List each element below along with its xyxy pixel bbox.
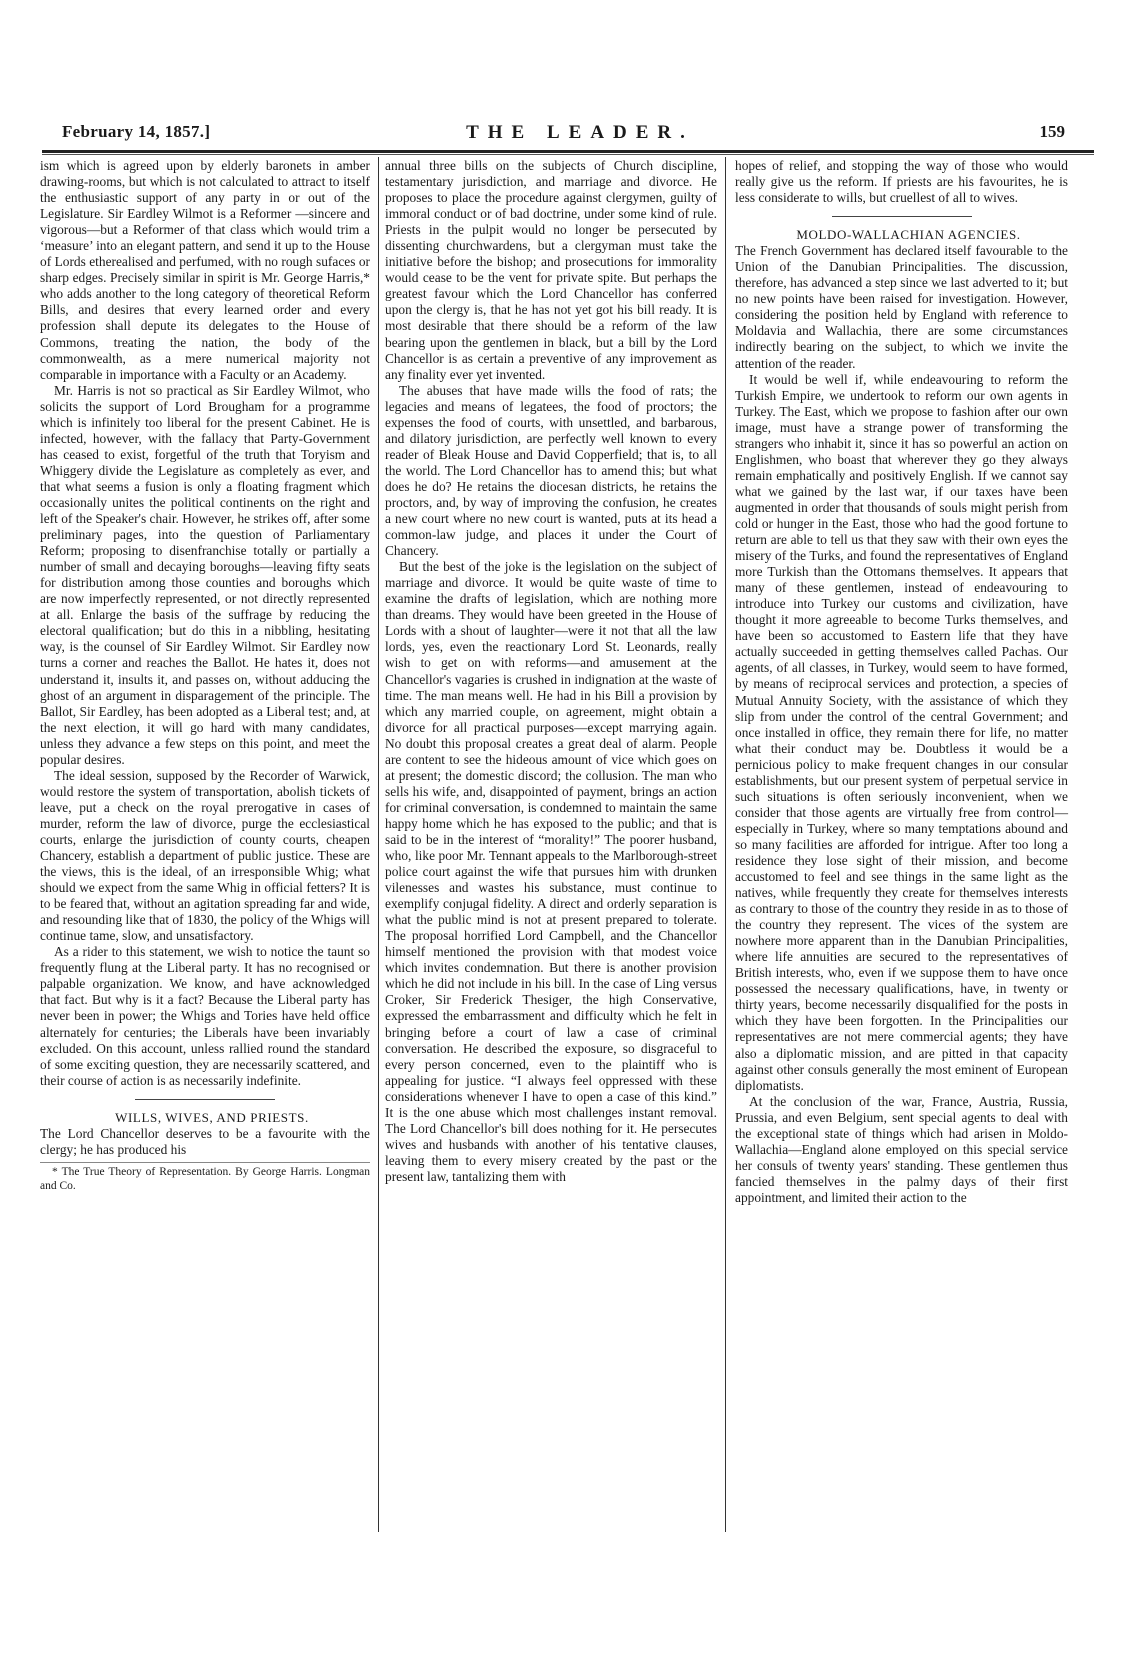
page-number: 159 bbox=[1039, 122, 1065, 141]
article-paragraph: annual three bills on the subjects of Church discipline, testamentary jurisdiction, and marriage and divorce. He proposes to place the procedure against clergymen, guilty of immoral conduct or of bad doctrine, under some kind of rule. Priests in the pulpit would no longer be persecuted by dissenting churchwardens, but a clergyman must take the initiative before the bishop; and prosecutions for immorality would cease to be the vent for private spite. But perhaps the greatest favour which the Lord Chancellor has conferred upon the clergy is, that he has not yet got his bill ready. It is most desirable that there should be a reform of the law bearing upon the gentlemen in black, but a bill by the Lord Chancellor is as certain a preventive of any improvement as any finality ever yet invented. bbox=[385, 158, 717, 382]
page-header bbox=[40, 122, 1110, 146]
article-paragraph: The ideal session, supposed by the Recorder of Warwick, would restore the system of transportation, abolish tickets of leave, put a check on the royal prerogative in cases of murder, reform the law of divorce, purge the ecclesiastical courts, enlarge the jurisdiction of county courts, cheapen Chancery, establish a department of public justice. These are the views, this is the ideal, of an irresponsible Whig; what should we expect from the same Whig in official fetters? It is to be feared that, without an agitation spreading far and wide, and resounding like that of 1830, the policy of the Whigs will continue tame, slow, and unsatisfactory. bbox=[40, 767, 370, 944]
header-rule bbox=[42, 150, 1094, 153]
article-paragraph: At the conclusion of the war, France, Austria, Russia, Prussia, and even Belgium, sent special agents to deal with the exceptional state of things which had arisen in Moldo-Wallachia—England alone employed on this special service her consuls of twenty years' standing. These gentlemen thus fancied themselves in the palmy days of their first appointment, and limited their action to the bbox=[735, 1093, 1068, 1205]
section-separator bbox=[832, 216, 972, 217]
publication-title: THE LEADER. bbox=[466, 122, 694, 143]
article-paragraph: As a rider to this statement, we wish to notice the taunt so frequently flung at the Liberal party. It has no recognised or palpable organization. We know, and have acknowledged that fact. But why is it a fact? Because the Liberal party has never been in power; the Whigs and Tories have held office alternately for centuries; the Liberals have been invariably excluded. On this account, unless rallied round the standard of some exciting question, they are necessarily scattered, and their course of action is as necessarily indefinite. bbox=[40, 944, 370, 1088]
article-paragraph: Mr. Harris is not so practical as Sir Eardley Wilmot, who solicits the support of Lord Brougham for a programme which is infinitely too liberal for the present Cabinet. He is infected, however, with the fallacy that Party-Government has ceased to exist, forgetful of the truth that Toryism and Whiggery divide the Legislature as completely as ever, and that what seems a fusion is only a floating fragment which occasionally unites the political continents on the right and left of the Speaker's chair. However, he strikes off, after some preliminary pages, into the question of Parliamentary Reform; proposing to disenfranchise totally or partially a number of small and decaying boroughs—leaving fifty seats for distribution among those counties and boroughs which are now imperfectly represented, or not directly represented at all. Enlarge the basis of the suffrage by reducing the electoral qualification; but do this in a nibbling, hesitating way, is the counsel of Sir Eardley Wilmot. Sir Eardley now turns a corner and reaches the Ballot. He hates it, does not understand it, insults it, and passes on, without adducing the ghost of an argument in disparagement of the principle. The Ballot, Sir Eardley, has been adopted as a Liberal test; and, at the next election, it will go hard with many candidates, unless they advance a few steps on this point, and meet the popular desires. bbox=[40, 382, 370, 767]
section-separator bbox=[135, 1099, 275, 1100]
issue-date: February 14, 1857.] bbox=[62, 122, 211, 141]
column-divider-1 bbox=[378, 157, 379, 1532]
article-paragraph: hopes of relief, and stopping the way of those who would really give us the reform. If priests are his favourites, he is less considerate to wills, but cruellest of all to wives. bbox=[735, 158, 1068, 206]
column-middle bbox=[385, 158, 717, 1185]
article-paragraph: The French Government has declared itself favourable to the Union of the Danubian Principalities. The discussion, therefore, has advanced a step since we last adverted to it; but no new points have been raised for investigation. However, considering the position held by England with reference to Moldavia and Wallachia, there are some circumstances indirectly bearing on the subject, to which we invite the attention of the reader. bbox=[735, 243, 1068, 371]
article-paragraph: The abuses that have made wills the food of rats; the legacies and means of legatees, the food of proctors; the expenses the food of courts, with unsettled, and barbarous, and dilatory jurisdiction, are perfectly well known to every reader of Bleak House and David Copperfield; that is, to all the world. The Lord Chancellor has to amend this; but what does he do? He retains the diocesan districts, he retains the proctors, and, by way of improving the confusion, he creates a new court where no new court is wanted, puts at its head a common-law judge, and places it under the Court of Chancery. bbox=[385, 382, 717, 559]
article-paragraph: It would be well if, while endeavouring to reform the Turkish Empire, we undertook to reform our own agents in Turkey. The East, which we propose to fashion after our own image, must have a strange power of transforming the strangers who inhabit it, since it has so powerful an action on Englishmen, who boast that wherever they go they always remain emphatically and positively English. If we cannot say what we gained by the last war, if our taxes have been augmented in order that thousands of souls might perish from cold or hunger in the East, those who had the good fortune to return are able to tell us that they saw with their own eyes the misery of the Turks, and found the representatives of England more Turkish than the Ottomans themselves. It appears that many of these gentlemen, instead of endeavouring to introduce into Turkey our customs and civilization, have thought it more agreeable to become Turks themselves, and have been so accustomed to Eastern life that they have actually succeeded in getting themselves called Pachas. Our agents, of all classes, in Turkey, would seem to have formed, by means of reciprocal services and protection, a species of Mutual Annuity Society, with the assistance of which they slip from under the control of the central Government; and once installed in office, they remain there for life, no matter what their conduct may be. Doubtless it would be a pernicious policy to make frequent changes in our consular establishments, but our present system of perpetual service in such situations is often seriously inconvenient, when we consider that those agents are virtually free from control—especially in Turkey, where so many temptations abound and so many facilities are afforded for intrigue. After too long a residence they lose sight of their mission, and become accustomed to feel and see things in the same light as the natives, while frequently they create for themselves interests as contrary to those of the country they reside in as to those of the country they represent. The vices of the system are nowhere more apparent than in the Danubian Principalities, where life annuities are secured to the representatives of British interests, who, even if we suppose them to have once possessed the necessary qualifications, have, in twenty or thirty years, become necessarily disqualified for the posts in which they have been forgotten. In the Principalities our representatives are not mere commercial agents; they have also a diplomatic mission, and are pitted in that capacity against other consuls generally the most eminent of European diplomatists. bbox=[735, 371, 1068, 1093]
column-right bbox=[735, 158, 1068, 1206]
article-paragraph: But the best of the joke is the legislation on the subject of marriage and divorce. It would be quite waste of time to examine the drafts of legislation, which are nothing more than dreams. They would have been greeted in the House of Lords with a shout of laughter—were it not that all the law lords, yes, even the reactionary Lord St. Leonards, really wish to get on with reforms—and amusement at the Chancellor's vagaries is crushed in indignation at the waste of time. The man means well. He had in his Bill a provision by which any married couple, on agreement, might obtain a divorce for all practical purposes—except marrying again. No doubt this proposal creates a great deal of alarm. People are content to see the hideous amount of vice which goes on at present; the domestic discord; the collusion. The man who sells his wife, and, disappointed of payment, brings an action for criminal conversation, is condemned to maintain the same happy home which he has exposed to the public; and that is said to be in the interest of “morality!” The poorer husband, who, like poor Mr. Tennant appeals to the Marlborough-street police court against the wife that pursues him with drunken vilenesses and wastes his substance, must continue to exemplify conjugal fidelity. A direct and orderly separation is what the public mind is not at present prepared to tolerate. The proposal horrified Lord Campbell, and the Chancellor himself mentioned the provision with that modest voice which invites condemnation. But there is another provision which he did not include in his bill. In the case of Ling versus Croker, Sir Frederick Thesiger, the high Conservative, expressed the embarrassment and difficulty which he felt in bringing before a court of law a case of criminal conversation. He described the exposure, so disgraceful to every person concerned, even to the plaintiff who is appealing for justice. “I always feel oppressed with these considerations whenever I have to open a case of this kind.” It is the one abuse which most challenges instant removal. The Lord Chancellor's bill does nothing for it. He persecutes wives and husbands with another of his tentative clauses, leaving them to every misery created by the past or the present law, tantalizing them with bbox=[385, 559, 717, 1184]
section-heading-wills: WILLS, WIVES, AND PRIESTS. bbox=[115, 1109, 309, 1125]
footnote-text: * The True Theory of Representation. By George Harris. Longman and Co. bbox=[40, 1165, 370, 1192]
article-paragraph: The Lord Chancellor deserves to be a favourite with the clergy; he has produced his bbox=[40, 1125, 370, 1157]
footnote bbox=[40, 1162, 370, 1193]
section-heading-moldo-wallachian: MOLDO-WALLACHIAN AGENCIES. bbox=[796, 227, 1021, 243]
column-left bbox=[40, 158, 370, 1193]
article-paragraph: ism which is agreed upon by elderly baronets in amber drawing-rooms, but which is not calculated to attract to itself the enthusiastic support of any party in or out of the Legislature. Sir Eardley Wilmot is a Reformer —sincere and vigorous—but a Reformer of that class which would trim a ‘measure’ into an elegant pattern, and send it up to the House of Lords etherealised and perfumed, with no rough sufaces or sharp edges. Precisely similar in spirit is Mr. George Harris,* who adds another to the long category of theoretical Reform Bills, and desires that every learned order and every profession shall depute its delegates to the House of Commons, treating the nation, the body of the commonwealth, as a mere numerical majority not comparable in importance with a Faculty or an Academy. bbox=[40, 158, 370, 382]
column-divider-2 bbox=[725, 157, 726, 1532]
header-rule-thin bbox=[42, 154, 1094, 155]
